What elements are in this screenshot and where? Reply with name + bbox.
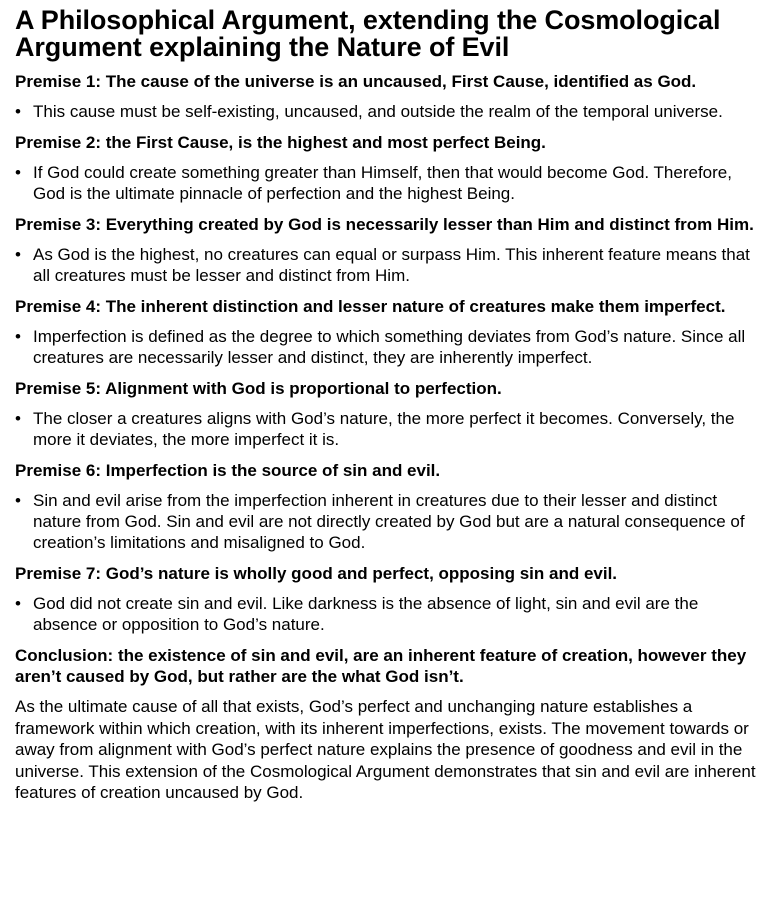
premise-heading: Premise 3: Everything created by God is necessarily lesser than Him and distinct from Him. bbox=[15, 215, 754, 234]
premise-heading: Premise 2: the First Cause, is the highest and most perfect Being. bbox=[15, 133, 546, 152]
premise-body: As God is the highest, no creatures can equal or surpass Him. This inherent feature means that all creatures must be lesser and distinct from Him. bbox=[33, 245, 750, 285]
bullet-icon: • bbox=[15, 594, 21, 613]
premise-bullet bbox=[15, 593, 764, 635]
premise-body: This cause must be self-existing, uncaused, and outside the realm of the temporal universe. bbox=[33, 102, 723, 121]
premise-body: Imperfection is defined as the degree to which something deviates from God’s nature. Since all creatures are necessarily lesser and distinct, they are inherently imperfect. bbox=[33, 327, 746, 367]
premise-heading: Premise 5: Alignment with God is proportional to perfection. bbox=[15, 379, 502, 398]
bullet-icon: • bbox=[15, 245, 21, 264]
premise-1 bbox=[15, 71, 764, 122]
premise-body: Sin and evil arise from the imperfection inherent in creatures due to their lesser and distinct nature from God. Sin and evil are not directly created by God but are a natural consequence of creation’s limitations and misaligned to God. bbox=[33, 491, 745, 552]
premise-heading: Premise 7: God’s nature is wholly good and perfect, opposing sin and evil. bbox=[15, 564, 618, 583]
premise-heading: Premise 4: The inherent distinction and lesser nature of creatures make them imperfect. bbox=[15, 297, 726, 316]
premise-3 bbox=[15, 214, 764, 286]
bullet-icon: • bbox=[15, 102, 21, 121]
conclusion-heading: Conclusion: the existence of sin and evil, are an inherent feature of creation, however they aren’t caused by God, but rather are the what God isn’t. bbox=[15, 646, 747, 686]
premise-heading: Premise 6: Imperfection is the source of sin and evil. bbox=[15, 461, 441, 480]
premise-bullet bbox=[15, 326, 764, 368]
premise-body: If God could create something greater than Himself, then that would become God. Therefore, God is the ultimate pinnacle of perfection and the highest Being. bbox=[33, 163, 732, 203]
premise-7 bbox=[15, 563, 764, 635]
bullet-icon: • bbox=[15, 327, 21, 346]
premise-bullet bbox=[15, 490, 764, 553]
premise-6 bbox=[15, 460, 764, 553]
premise-4 bbox=[15, 296, 764, 368]
document-title: A Philosophical Argument, extending the Cosmological Argument explaining the Nature of Evil bbox=[15, 5, 721, 62]
conclusion-body: As the ultimate cause of all that exists, God’s perfect and unchanging nature establishes a framework within which creation, with its inherent imperfections, exists. The movement towards or away from alignment with God’s perfect nature explains the presence of goodness and evil in the universe. This extension of the Cosmological Argument demonstrates that sin and evil are inherent features of creation uncaused by God. bbox=[15, 697, 756, 802]
premise-heading: Premise 1: The cause of the universe is an uncaused, First Cause, identified as God. bbox=[15, 72, 697, 91]
bullet-icon: • bbox=[15, 409, 21, 428]
premise-body: God did not create sin and evil. Like darkness is the absence of light, sin and evil are the absence or opposition to God’s nature. bbox=[33, 594, 699, 634]
premise-body: The closer a creatures aligns with God’s nature, the more perfect it becomes. Conversely, the more it deviates, the more imperfect it is. bbox=[33, 409, 735, 449]
bullet-icon: • bbox=[15, 491, 21, 510]
bullet-icon: • bbox=[15, 163, 21, 182]
premise-bullet bbox=[15, 408, 764, 450]
premise-5 bbox=[15, 378, 764, 450]
conclusion bbox=[15, 645, 764, 804]
premise-bullet bbox=[15, 101, 764, 122]
premise-bullet bbox=[15, 244, 764, 286]
premise-2 bbox=[15, 132, 764, 204]
premise-bullet bbox=[15, 162, 764, 204]
